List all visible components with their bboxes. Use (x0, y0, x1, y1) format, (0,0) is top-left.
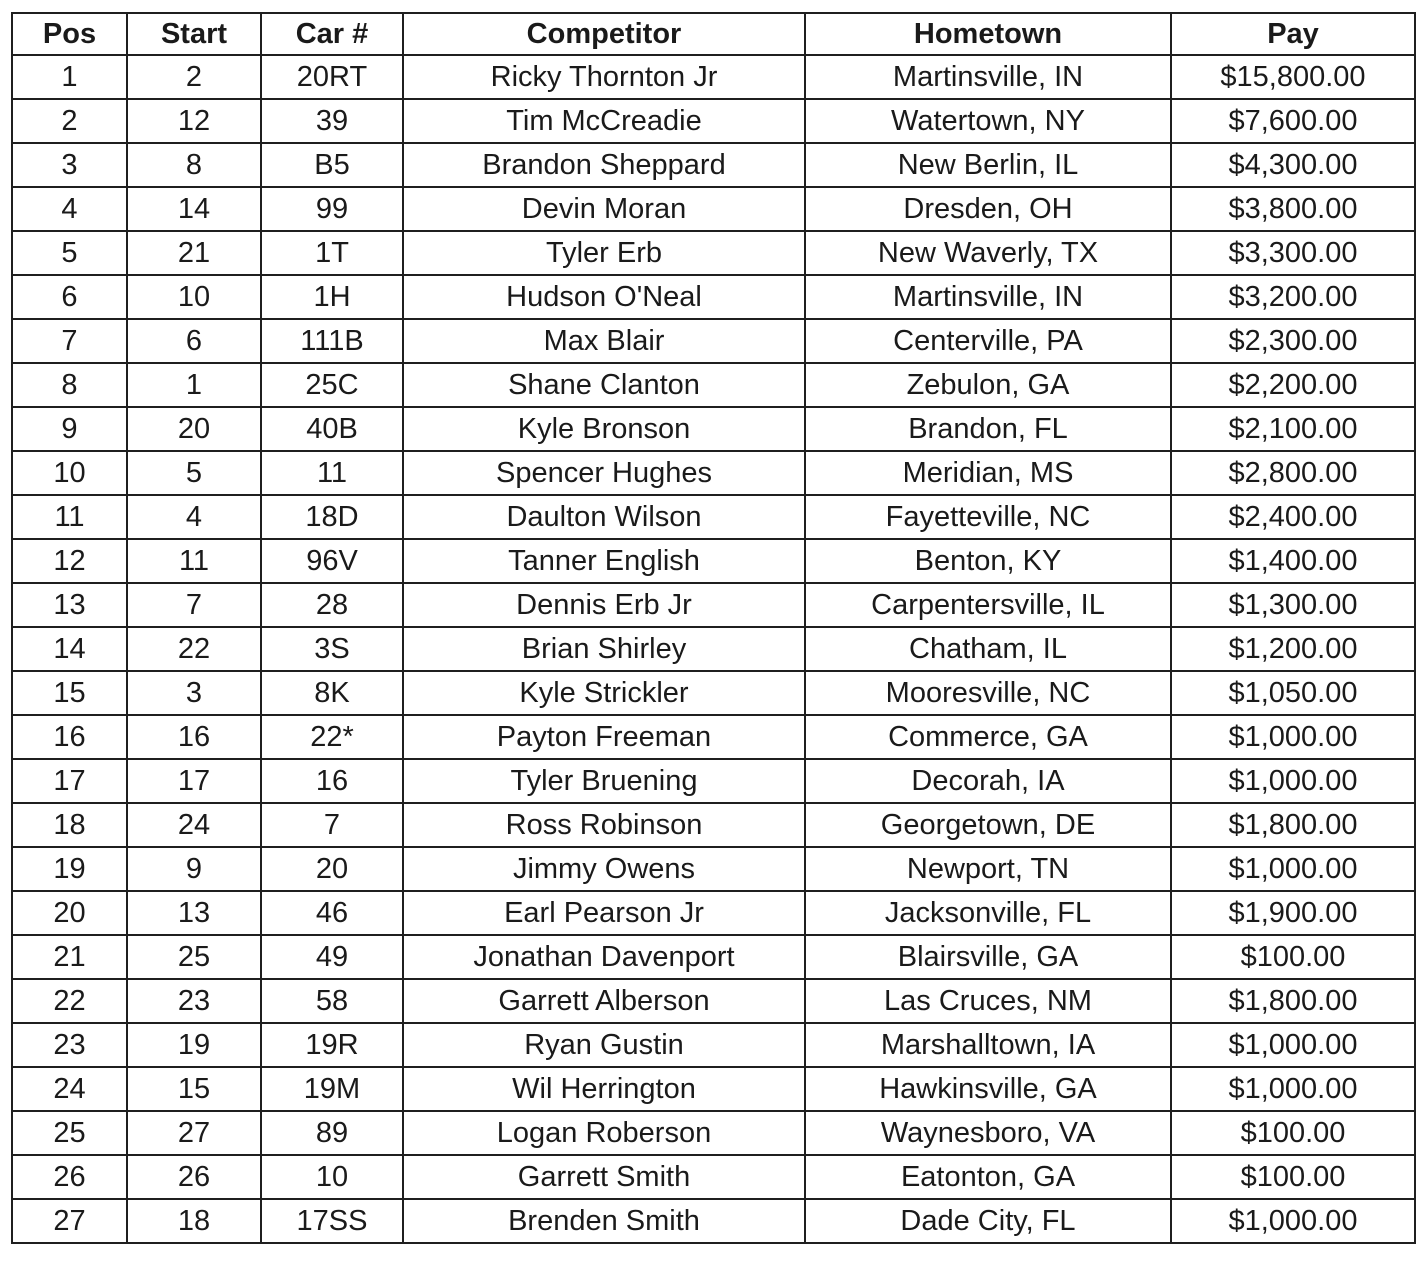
cell-hometown: Watertown, NY (805, 99, 1171, 143)
cell-competitor: Shane Clanton (403, 363, 805, 407)
cell-pay: $100.00 (1171, 935, 1415, 979)
cell-car-number: 17SS (261, 1199, 403, 1243)
cell-hometown: Brandon, FL (805, 407, 1171, 451)
cell-hometown: Georgetown, DE (805, 803, 1171, 847)
cell-hometown: Blairsville, GA (805, 935, 1171, 979)
cell-start: 2 (127, 55, 261, 99)
cell-start: 5 (127, 451, 261, 495)
table-row (12, 1067, 1415, 1111)
cell-competitor: Brenden Smith (403, 1199, 805, 1243)
table-row (12, 495, 1415, 539)
cell-car-number: 11 (261, 451, 403, 495)
cell-pay: $100.00 (1171, 1155, 1415, 1199)
cell-start: 10 (127, 275, 261, 319)
cell-hometown: Centerville, PA (805, 319, 1171, 363)
cell-hometown: Mooresville, NC (805, 671, 1171, 715)
cell-pos: 11 (12, 495, 127, 539)
table-row (12, 55, 1415, 99)
cell-car-number: 18D (261, 495, 403, 539)
cell-competitor: Tyler Bruening (403, 759, 805, 803)
cell-pos: 23 (12, 1023, 127, 1067)
table-row (12, 275, 1415, 319)
table-row (12, 891, 1415, 935)
cell-start: 7 (127, 583, 261, 627)
cell-hometown: Chatham, IL (805, 627, 1171, 671)
cell-car-number: 19M (261, 1067, 403, 1111)
cell-car-number: 28 (261, 583, 403, 627)
race-results-table (11, 12, 1416, 1244)
cell-car-number: 22* (261, 715, 403, 759)
cell-pos: 26 (12, 1155, 127, 1199)
cell-pay: $1,000.00 (1171, 1023, 1415, 1067)
cell-start: 8 (127, 143, 261, 187)
cell-hometown: New Berlin, IL (805, 143, 1171, 187)
table-body (12, 55, 1415, 1243)
cell-pay: $4,300.00 (1171, 143, 1415, 187)
cell-pos: 20 (12, 891, 127, 935)
cell-car-number: 89 (261, 1111, 403, 1155)
cell-hometown: Dade City, FL (805, 1199, 1171, 1243)
cell-competitor: Wil Herrington (403, 1067, 805, 1111)
cell-competitor: Daulton Wilson (403, 495, 805, 539)
cell-hometown: Hawkinsville, GA (805, 1067, 1171, 1111)
table-row (12, 319, 1415, 363)
cell-pay: $1,000.00 (1171, 759, 1415, 803)
cell-competitor: Payton Freeman (403, 715, 805, 759)
cell-start: 12 (127, 99, 261, 143)
cell-start: 17 (127, 759, 261, 803)
table-row (12, 407, 1415, 451)
cell-pos: 19 (12, 847, 127, 891)
cell-start: 19 (127, 1023, 261, 1067)
cell-hometown: Waynesboro, VA (805, 1111, 1171, 1155)
table-row (12, 143, 1415, 187)
cell-pos: 5 (12, 231, 127, 275)
cell-car-number: 39 (261, 99, 403, 143)
cell-competitor: Earl Pearson Jr (403, 891, 805, 935)
cell-competitor: Devin Moran (403, 187, 805, 231)
cell-pay: $1,400.00 (1171, 539, 1415, 583)
cell-pos: 7 (12, 319, 127, 363)
cell-start: 11 (127, 539, 261, 583)
cell-competitor: Garrett Smith (403, 1155, 805, 1199)
cell-pay: $1,800.00 (1171, 979, 1415, 1023)
cell-competitor: Jimmy Owens (403, 847, 805, 891)
table-row (12, 1111, 1415, 1155)
cell-pos: 15 (12, 671, 127, 715)
cell-start: 13 (127, 891, 261, 935)
cell-pos: 14 (12, 627, 127, 671)
cell-pay: $3,300.00 (1171, 231, 1415, 275)
table-row (12, 759, 1415, 803)
cell-start: 3 (127, 671, 261, 715)
cell-pay: $1,050.00 (1171, 671, 1415, 715)
cell-start: 27 (127, 1111, 261, 1155)
cell-hometown: Eatonton, GA (805, 1155, 1171, 1199)
table-row (12, 979, 1415, 1023)
cell-hometown: Newport, TN (805, 847, 1171, 891)
cell-competitor: Logan Roberson (403, 1111, 805, 1155)
cell-start: 15 (127, 1067, 261, 1111)
cell-car-number: 1H (261, 275, 403, 319)
cell-pay: $7,600.00 (1171, 99, 1415, 143)
column-header-start: Start (127, 13, 261, 55)
cell-car-number: 25C (261, 363, 403, 407)
cell-start: 24 (127, 803, 261, 847)
cell-pay: $15,800.00 (1171, 55, 1415, 99)
cell-pos: 16 (12, 715, 127, 759)
table-row (12, 451, 1415, 495)
cell-start: 4 (127, 495, 261, 539)
cell-car-number: 3S (261, 627, 403, 671)
cell-start: 20 (127, 407, 261, 451)
cell-start: 18 (127, 1199, 261, 1243)
cell-pay: $2,400.00 (1171, 495, 1415, 539)
cell-car-number: 46 (261, 891, 403, 935)
cell-pos: 1 (12, 55, 127, 99)
cell-competitor: Dennis Erb Jr (403, 583, 805, 627)
cell-hometown: Decorah, IA (805, 759, 1171, 803)
cell-start: 16 (127, 715, 261, 759)
cell-hometown: Marshalltown, IA (805, 1023, 1171, 1067)
cell-competitor: Brandon Sheppard (403, 143, 805, 187)
cell-pay: $1,000.00 (1171, 847, 1415, 891)
table-row (12, 715, 1415, 759)
table-row (12, 935, 1415, 979)
cell-start: 23 (127, 979, 261, 1023)
table-row (12, 1023, 1415, 1067)
cell-competitor: Max Blair (403, 319, 805, 363)
cell-competitor: Kyle Strickler (403, 671, 805, 715)
cell-car-number: 19R (261, 1023, 403, 1067)
cell-pay: $3,200.00 (1171, 275, 1415, 319)
cell-pos: 12 (12, 539, 127, 583)
table-row (12, 363, 1415, 407)
cell-competitor: Tyler Erb (403, 231, 805, 275)
cell-pos: 10 (12, 451, 127, 495)
cell-pos: 22 (12, 979, 127, 1023)
cell-car-number: 20 (261, 847, 403, 891)
table-row (12, 1199, 1415, 1243)
cell-car-number: 1T (261, 231, 403, 275)
cell-competitor: Kyle Bronson (403, 407, 805, 451)
header-row (12, 13, 1415, 55)
cell-pay: $1,000.00 (1171, 1067, 1415, 1111)
cell-pay: $2,800.00 (1171, 451, 1415, 495)
cell-hometown: Meridian, MS (805, 451, 1171, 495)
cell-competitor: Jonathan Davenport (403, 935, 805, 979)
cell-pay: $2,300.00 (1171, 319, 1415, 363)
column-header-hometown: Hometown (805, 13, 1171, 55)
cell-hometown: Las Cruces, NM (805, 979, 1171, 1023)
cell-car-number: 20RT (261, 55, 403, 99)
cell-car-number: 96V (261, 539, 403, 583)
cell-car-number: 10 (261, 1155, 403, 1199)
table-row (12, 539, 1415, 583)
cell-pos: 17 (12, 759, 127, 803)
cell-pay: $3,800.00 (1171, 187, 1415, 231)
cell-start: 6 (127, 319, 261, 363)
cell-start: 14 (127, 187, 261, 231)
cell-competitor: Tanner English (403, 539, 805, 583)
cell-hometown: Dresden, OH (805, 187, 1171, 231)
cell-pay: $1,000.00 (1171, 715, 1415, 759)
table-row (12, 847, 1415, 891)
cell-pos: 2 (12, 99, 127, 143)
cell-pos: 18 (12, 803, 127, 847)
cell-hometown: New Waverly, TX (805, 231, 1171, 275)
cell-hometown: Commerce, GA (805, 715, 1171, 759)
cell-pos: 3 (12, 143, 127, 187)
cell-car-number: 99 (261, 187, 403, 231)
table-row (12, 99, 1415, 143)
cell-car-number: 49 (261, 935, 403, 979)
column-header-pos: Pos (12, 13, 127, 55)
cell-car-number: B5 (261, 143, 403, 187)
column-header-car-number: Car # (261, 13, 403, 55)
table-row (12, 627, 1415, 671)
cell-start: 25 (127, 935, 261, 979)
cell-competitor: Ross Robinson (403, 803, 805, 847)
cell-competitor: Garrett Alberson (403, 979, 805, 1023)
cell-start: 26 (127, 1155, 261, 1199)
cell-hometown: Martinsville, IN (805, 275, 1171, 319)
cell-competitor: Ryan Gustin (403, 1023, 805, 1067)
cell-hometown: Martinsville, IN (805, 55, 1171, 99)
cell-start: 1 (127, 363, 261, 407)
cell-hometown: Zebulon, GA (805, 363, 1171, 407)
cell-car-number: 40B (261, 407, 403, 451)
cell-pos: 8 (12, 363, 127, 407)
cell-pay: $100.00 (1171, 1111, 1415, 1155)
cell-car-number: 8K (261, 671, 403, 715)
cell-pay: $1,900.00 (1171, 891, 1415, 935)
cell-pos: 27 (12, 1199, 127, 1243)
column-header-pay: Pay (1171, 13, 1415, 55)
table-row (12, 583, 1415, 627)
cell-competitor: Spencer Hughes (403, 451, 805, 495)
cell-start: 9 (127, 847, 261, 891)
cell-car-number: 7 (261, 803, 403, 847)
cell-pos: 21 (12, 935, 127, 979)
cell-competitor: Brian Shirley (403, 627, 805, 671)
cell-pos: 4 (12, 187, 127, 231)
cell-pos: 9 (12, 407, 127, 451)
cell-start: 22 (127, 627, 261, 671)
cell-pos: 13 (12, 583, 127, 627)
cell-pay: $2,200.00 (1171, 363, 1415, 407)
cell-car-number: 111B (261, 319, 403, 363)
cell-pay: $1,000.00 (1171, 1199, 1415, 1243)
cell-hometown: Benton, KY (805, 539, 1171, 583)
cell-car-number: 16 (261, 759, 403, 803)
cell-pay: $2,100.00 (1171, 407, 1415, 451)
cell-start: 21 (127, 231, 261, 275)
column-header-competitor: Competitor (403, 13, 805, 55)
cell-pay: $1,200.00 (1171, 627, 1415, 671)
table-row (12, 231, 1415, 275)
table-row (12, 1155, 1415, 1199)
cell-hometown: Fayetteville, NC (805, 495, 1171, 539)
cell-pos: 25 (12, 1111, 127, 1155)
table-header (12, 13, 1415, 55)
cell-pay: $1,300.00 (1171, 583, 1415, 627)
cell-hometown: Jacksonville, FL (805, 891, 1171, 935)
cell-competitor: Tim McCreadie (403, 99, 805, 143)
cell-competitor: Ricky Thornton Jr (403, 55, 805, 99)
table-row (12, 187, 1415, 231)
cell-pos: 24 (12, 1067, 127, 1111)
table-row (12, 671, 1415, 715)
cell-pos: 6 (12, 275, 127, 319)
cell-hometown: Carpentersville, IL (805, 583, 1171, 627)
table-row (12, 803, 1415, 847)
cell-competitor: Hudson O'Neal (403, 275, 805, 319)
cell-pay: $1,800.00 (1171, 803, 1415, 847)
cell-car-number: 58 (261, 979, 403, 1023)
